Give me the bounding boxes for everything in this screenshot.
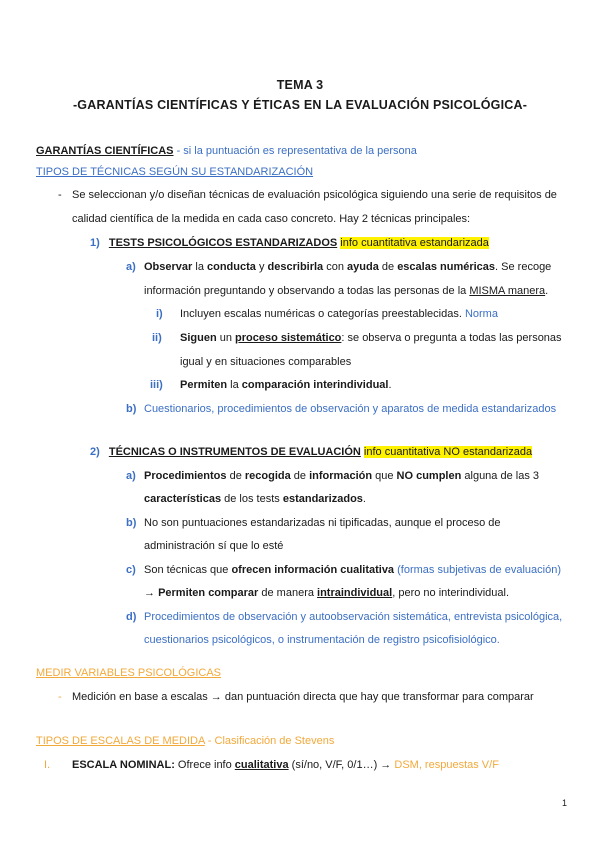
- garantias-heading-line: [36, 144, 417, 158]
- tests-item-line: [90, 236, 489, 250]
- intro-text-l2: calidad científica de la medida en cada caso concreto. Hay 2 técnicas principales:: [72, 213, 471, 225]
- tecnicas-b-marker: b): [126, 517, 137, 529]
- tests-iii-text: Permiten la comparación interindividual.: [180, 379, 392, 391]
- tecnicas-c-text-l2: → Permiten comparar de manera intraindividual, pero no interindividual.: [144, 587, 510, 599]
- tecnicas-a-marker: a): [126, 470, 136, 482]
- tecnicas-b-text: No son puntuaciones estandarizadas ni tipificadas, aunque el proceso de: [144, 517, 501, 529]
- tecnicas-number: 2): [90, 446, 100, 458]
- tests-b-marker: b): [126, 403, 137, 415]
- escalas-heading-line: [36, 734, 334, 748]
- medir-heading: MEDIR VARIABLES PSICOLÓGICAS: [36, 667, 222, 679]
- medir-text: Medición en base a escalas → dan puntuación directa que hay que transformar para comparar: [72, 691, 534, 703]
- tests-a-marker: a): [126, 261, 136, 273]
- tecnicas-a-text-l2: características de los tests estandarizados.: [144, 493, 366, 505]
- garantias-heading: GARANTÍAS CIENTÍFICAS: [36, 145, 174, 157]
- tecnicas-item-line: [90, 445, 532, 459]
- tecnicas-d-text: Procedimientos de observación y autoobservación sistemática, entrevista psicológica,: [144, 611, 563, 623]
- doc-subtitle: -GARANTÍAS CIENTÍFICAS Y ÉTICAS EN LA EVALUACIÓN PSICOLÓGICA-: [72, 98, 528, 112]
- garantias-note: - si la puntuación es representativa de la persona: [176, 145, 417, 157]
- tecnicas-d-marker: d): [126, 611, 137, 623]
- tecnicas-highlight: info cuantitativa NO estandarizada: [363, 446, 533, 458]
- tecnicas-c-text: Son técnicas que ofrecen información cualitativa (formas subjetivas de evaluación): [144, 564, 561, 576]
- tecnicas-b-text-l2: administración sí que lo esté: [144, 540, 284, 552]
- tecnicas-d-text-l2: cuestionarios psicológicos, o instrumentación de registro psicofisiológico.: [144, 634, 500, 646]
- tests-iii-marker: iii): [150, 379, 163, 391]
- escalas-note: - Clasificación de Stevens: [207, 735, 335, 747]
- tecnicas-a-text: Procedimientos de recogida de información que NO cumplen alguna de las 3: [144, 470, 539, 482]
- tests-i-marker: i): [156, 308, 163, 320]
- medir-bullet: -: [58, 691, 62, 703]
- page-number: 1: [562, 798, 568, 808]
- tests-title: TESTS PSICOLÓGICOS ESTANDARIZADOS: [108, 237, 338, 249]
- tests-b-text: Cuestionarios, procedimientos de observación y aparatos de medida estandarizados: [144, 403, 557, 415]
- tests-ii-marker: ii): [152, 332, 162, 344]
- tests-highlight: info cuantitativa estandarizada: [340, 237, 489, 249]
- tecnicas-title: TÉCNICAS O INSTRUMENTOS DE EVALUACIÓN: [108, 446, 361, 458]
- tecnicas-c-marker: c): [126, 564, 136, 576]
- intro-bullet: -: [58, 189, 62, 201]
- escalas-i-marker: I.: [44, 759, 51, 771]
- escalas-heading: TIPOS DE ESCALAS DE MEDIDA: [36, 735, 205, 747]
- tests-a-text-l2: información preguntando y observando a todas las personas de la MISMA manera.: [144, 285, 549, 297]
- tests-a-text: Observar la conducta y describirla con ayuda de escalas numéricas. Se recoge: [144, 261, 552, 273]
- tests-ii-text: Siguen un proceso sistemático: se observa o pregunta a todas las personas: [180, 332, 562, 344]
- tipos-tecnicas-heading: TIPOS DE TÉCNICAS SEGÚN SU ESTANDARIZACIÓN: [36, 166, 314, 178]
- tests-ii-text-l2: igual y en situaciones comparables: [180, 356, 352, 368]
- intro-text-l1: Se seleccionan y/o diseñan técnicas de evaluación psicológica siguiendo una serie de requisitos de: [72, 189, 557, 201]
- doc-title: TEMA 3: [276, 78, 324, 92]
- tests-i-note: Norma: [464, 308, 498, 320]
- tests-i-text: Incluyen escalas numéricas o categorías preestablecidas. Norma: [180, 308, 498, 320]
- tests-number: 1): [90, 237, 100, 249]
- escalas-i-text: ESCALA NOMINAL: Ofrece info cualitativa (sí/no, V/F, 0/1…) → DSM, respuestas V/F: [72, 759, 499, 771]
